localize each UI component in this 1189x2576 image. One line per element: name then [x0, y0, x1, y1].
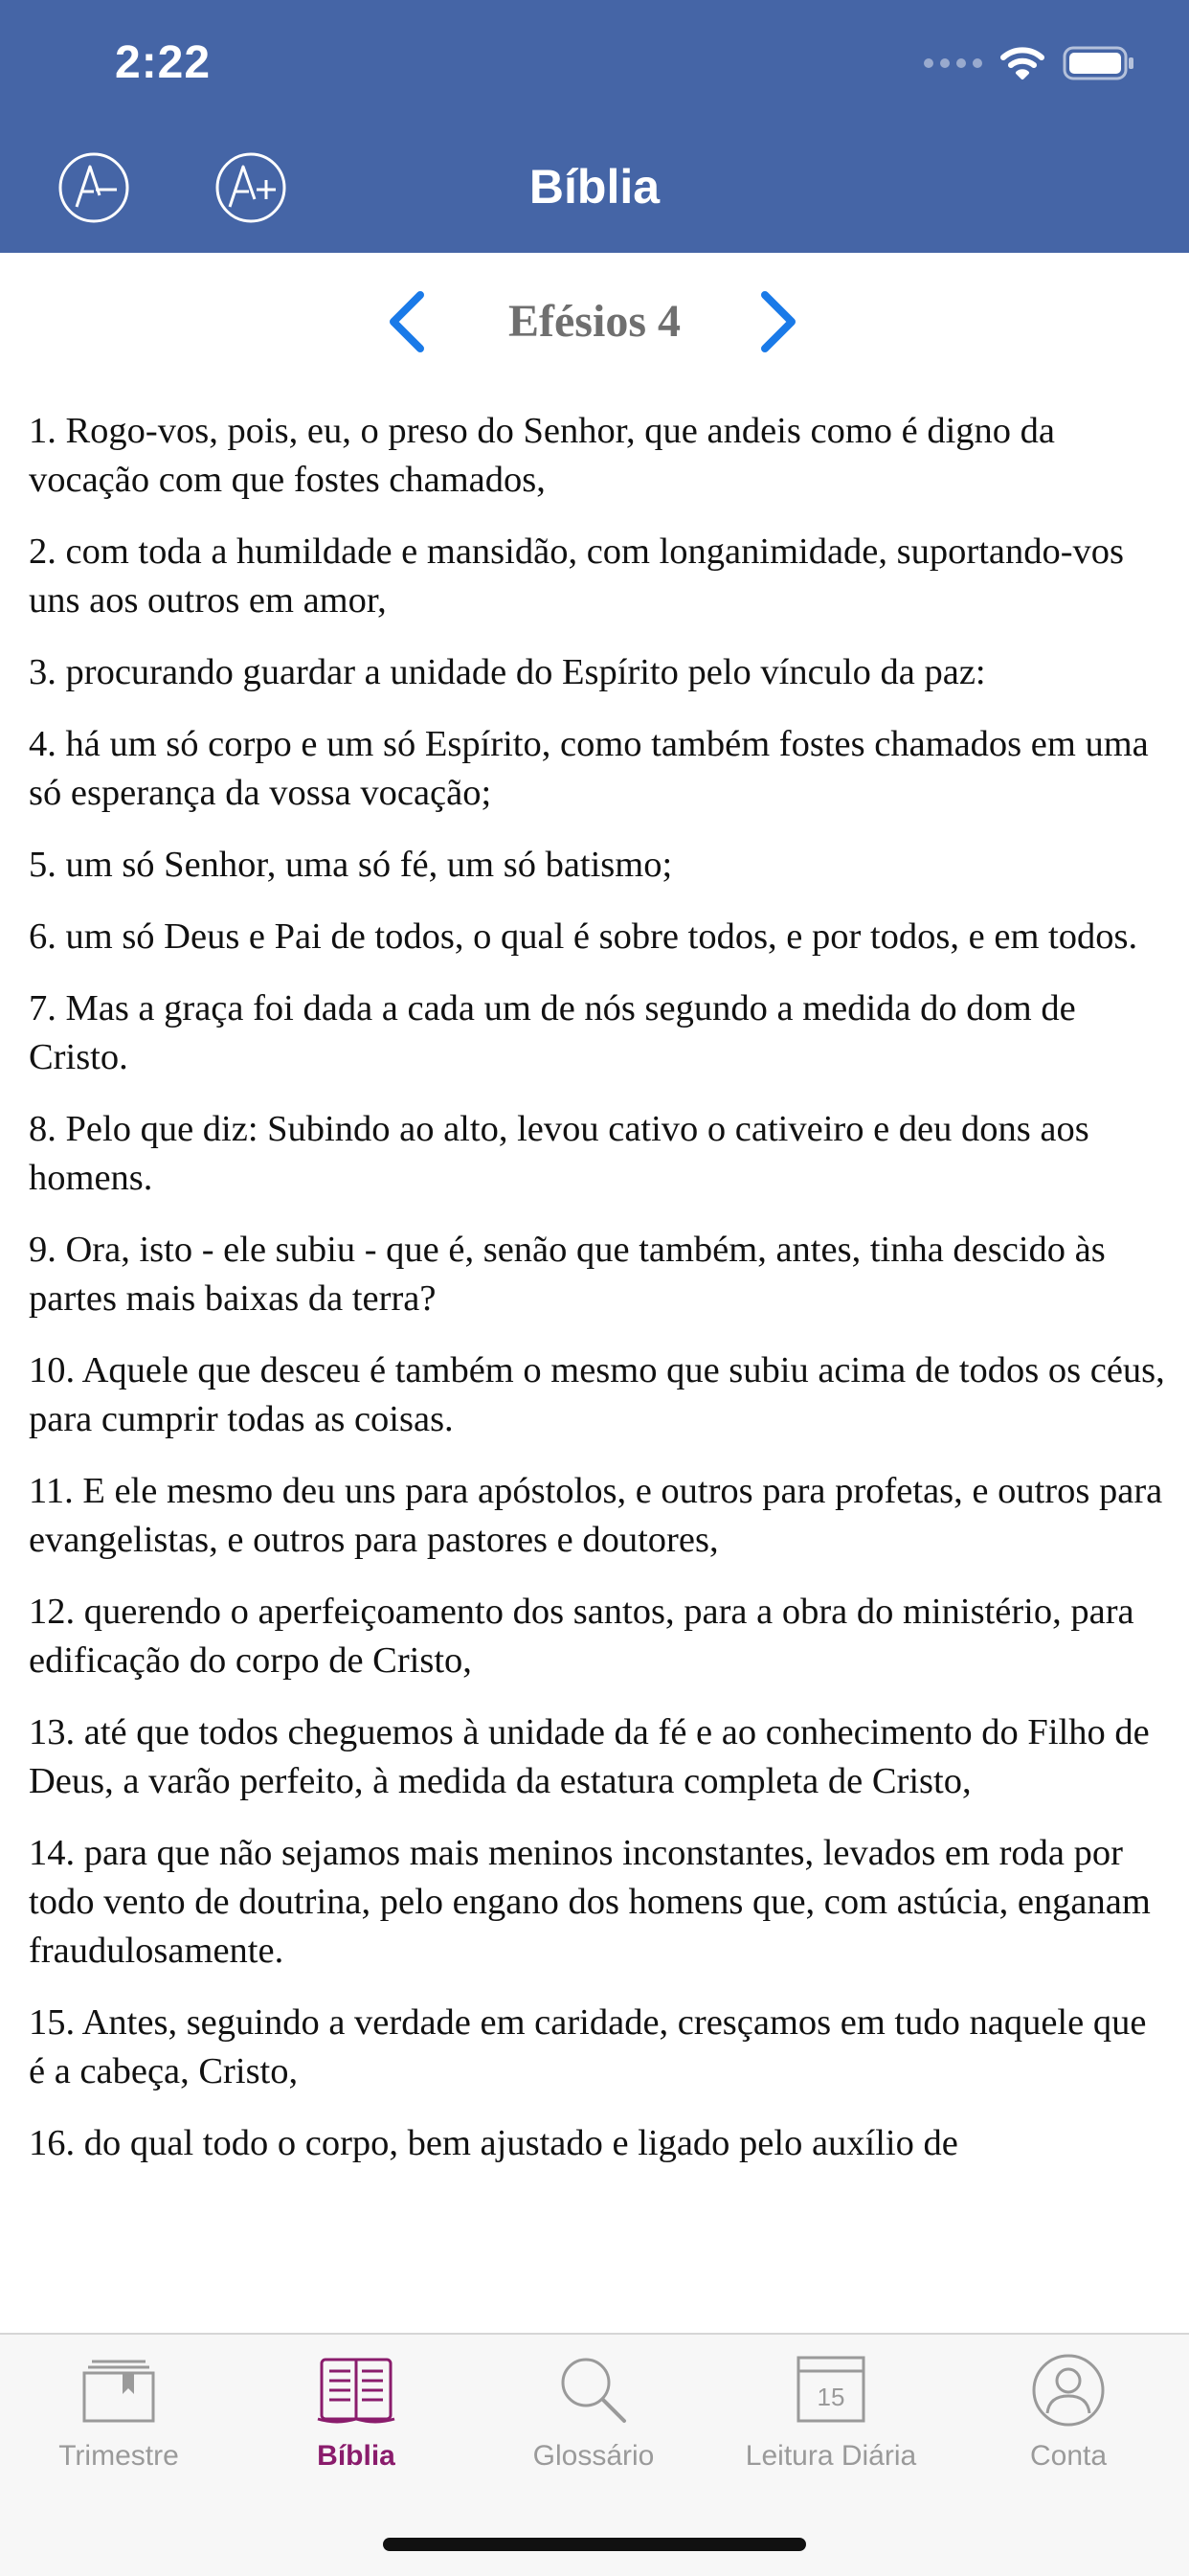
wifi-icon — [999, 46, 1045, 80]
home-indicator — [383, 2538, 806, 2551]
magnifier-icon — [553, 2352, 634, 2429]
tab-conta[interactable] — [950, 2335, 1187, 2497]
verse-4: 4. há um só corpo e um só Espírito, como também fostes chamados em uma só esperança da vossa vocação; — [29, 724, 1149, 813]
verse-2: 2. com toda a humildade e mansidão, com longanimidade, suportando-vos uns aos outros em amor, — [29, 531, 1125, 621]
status-icons — [924, 44, 1135, 82]
verse-6: 6. um só Deus e Pai de todos, o qual é sobre todos, e por todos, e em todos. — [29, 916, 1138, 957]
battery-icon — [1063, 46, 1135, 80]
calendar-day: 15 — [817, 2383, 845, 2411]
tab-biblia[interactable] — [237, 2335, 475, 2497]
calendar-icon — [791, 2352, 871, 2429]
cellular-signal-icon — [924, 58, 982, 68]
verse-10: 10. Aquele que desceu é também o mesmo que subiu acima de todos os céus, para cumprir todas as coisas. — [29, 1350, 1165, 1439]
tab-label: Trimestre — [58, 2440, 179, 2472]
tab-label: Leitura Diária — [745, 2440, 917, 2472]
tab-leitura-diaria[interactable] — [712, 2335, 950, 2497]
next-chapter-icon[interactable] — [750, 287, 807, 356]
verse-list — [29, 407, 1168, 2191]
verse-5: 5. um só Senhor, uma só fé, um só batismo; — [29, 845, 673, 885]
book-stack-icon — [79, 2352, 159, 2429]
user-icon — [1028, 2352, 1109, 2429]
verse-1: 1. Rogo-vos, pois, eu, o preso do Senhor, que andeis como é digno da vocação com que fostes chamados, — [29, 411, 1056, 500]
verse-12: 12. querendo o aperfeiçoamento dos santos, para a obra do ministério, para edificação do corpo de Cristo, — [29, 1592, 1134, 1681]
page-title: Bíblia — [528, 160, 661, 214]
verse-8: 8. Pelo que diz: Subindo ao alto, levou cativo o cativeiro e deu dons aos homens. — [29, 1109, 1089, 1198]
tab-glossario[interactable] — [475, 2335, 712, 2497]
verse-14: 14. para que não sejamos mais meninos inconstantes, levados em roda por todo vento de doutrina, pelo engano dos homens que, com astúcia, enganam fraudulosamente. — [29, 1833, 1151, 1971]
tab-trimestre[interactable] — [0, 2335, 237, 2497]
tab-label: Glossário — [532, 2440, 655, 2472]
chapter-title: Efésios 4 — [508, 296, 681, 347]
tab-label: Conta — [1029, 2440, 1108, 2472]
verse-7: 7. Mas a graça foi dada a cada um de nós segundo a medida do dom de Cristo. — [29, 988, 1076, 1077]
verse-13: 13. até que todos cheguemos à unidade da fé e ao conhecimento do Filho de Deus, a varão perfeito, à medida da estatura completa de Cristo, — [29, 1712, 1150, 1801]
open-bible-icon — [316, 2352, 396, 2429]
status-time: 2:22 — [115, 37, 212, 88]
verse-3: 3. procurando guardar a unidade do Espírito pelo vínculo da paz: — [29, 652, 986, 692]
tab-label: Bíblia — [317, 2440, 395, 2472]
verse-16: 16. do qual todo o corpo, bem ajustado e ligado pelo auxílio de — [29, 2123, 958, 2163]
verse-11: 11. E ele mesmo deu uns para apóstolos, e outros para profetas, e outros para evangelistas, e outros para pastores e doutores, — [29, 1471, 1163, 1560]
verse-9: 9. Ora, isto - ele subiu - que é, senão que também, antes, tinha descido às partes mais baixas da terra? — [29, 1230, 1106, 1319]
app-header — [0, 0, 1189, 253]
verse-15: 15. Antes, seguindo a verdade em caridade, cresçamos em tudo naquele que é a cabeça, Cristo, — [29, 2002, 1147, 2091]
